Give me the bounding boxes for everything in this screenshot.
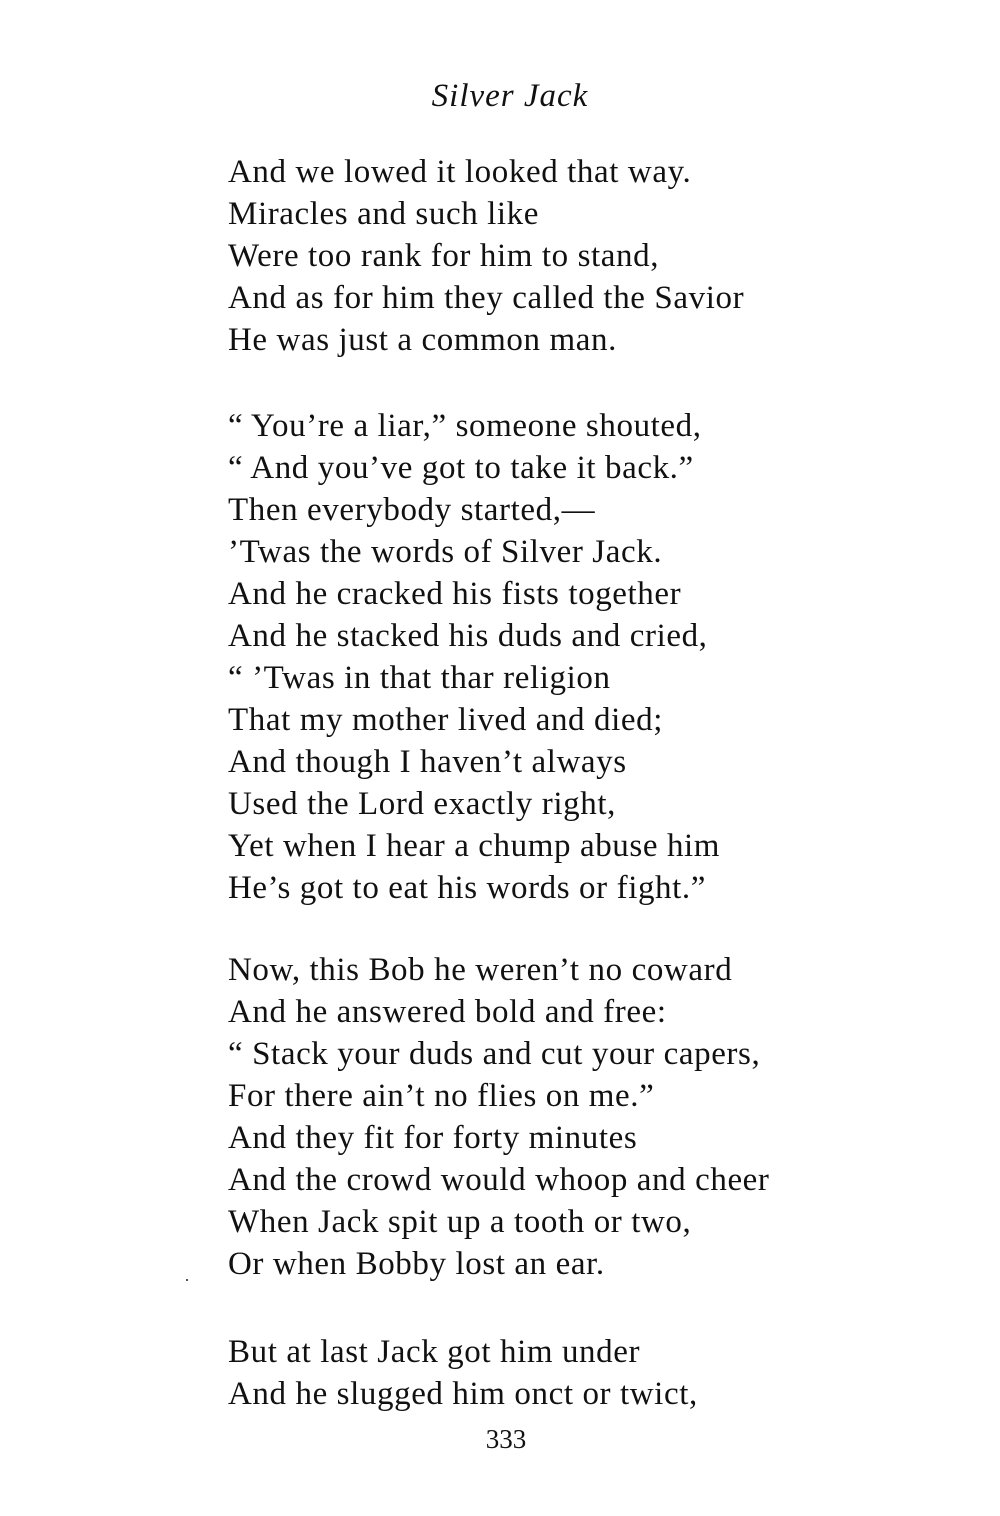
poem-line: And though I haven’t always bbox=[228, 744, 627, 780]
poem-line: Now, this Bob he weren’t no coward bbox=[228, 952, 733, 988]
poem-line: And the crowd would whoop and cheer bbox=[228, 1162, 770, 1198]
poem-line: He’s got to eat his words or fight.” bbox=[228, 870, 707, 906]
poem-line: And he slugged him onct or twict, bbox=[228, 1376, 698, 1412]
poem-line: Miracles and such like bbox=[228, 196, 540, 232]
poem-line: When Jack spit up a tooth or two, bbox=[228, 1204, 692, 1240]
poem-line: “ ’Twas in that thar religion bbox=[228, 660, 611, 696]
print-speck bbox=[186, 1279, 188, 1281]
poem-line: ’Twas the words of Silver Jack. bbox=[228, 534, 663, 570]
poem-line: Used the Lord exactly right, bbox=[228, 786, 616, 822]
poem-line: But at last Jack got him under bbox=[228, 1334, 641, 1370]
poem-line: And they fit for forty minutes bbox=[228, 1120, 638, 1156]
poem-line: For there ain’t no flies on me.” bbox=[228, 1078, 655, 1114]
poem-line: And as for him they called the Savior bbox=[228, 280, 745, 316]
poem-line: That my mother lived and died; bbox=[228, 702, 663, 738]
poem-line: And he answered bold and free: bbox=[228, 994, 667, 1030]
poem-line: “ Stack your duds and cut your capers, bbox=[228, 1036, 761, 1072]
stanza-3 bbox=[228, 949, 770, 1285]
poem-line: And we lowed it looked that way. bbox=[228, 154, 692, 190]
page-title: Silver Jack bbox=[431, 78, 589, 114]
stanza-2 bbox=[228, 405, 720, 909]
stanza-4 bbox=[228, 1331, 698, 1415]
poem-line: And he cracked his fists together bbox=[228, 576, 682, 612]
page-number: 333 bbox=[485, 1424, 527, 1454]
poem-line: Yet when I hear a chump abuse him bbox=[228, 828, 721, 864]
poem-line: “ You’re a liar,” someone shouted, bbox=[228, 408, 702, 444]
poem-line: Or when Bobby lost an ear. bbox=[228, 1246, 605, 1282]
stanza-1 bbox=[228, 151, 744, 361]
poem-line: Then everybody started,— bbox=[228, 492, 596, 528]
poem-line: “ And you’ve got to take it back.” bbox=[228, 450, 694, 486]
poem-line: He was just a common man. bbox=[228, 322, 617, 358]
poem-line: And he stacked his duds and cried, bbox=[228, 618, 708, 654]
poem-line: Were too rank for him to stand, bbox=[228, 238, 660, 274]
